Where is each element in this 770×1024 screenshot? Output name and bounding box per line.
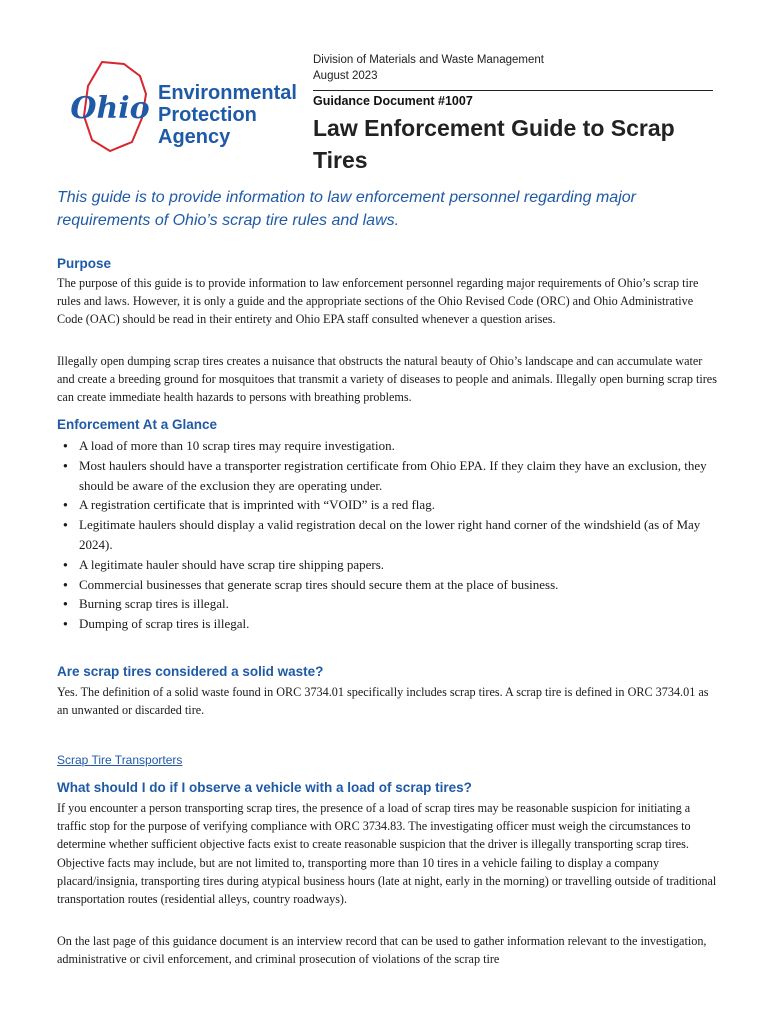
- purpose-paragraph-2: Illegally open dumping scrap tires creates a nuisance that obstructs the natural beauty of Ohio’s landscape and can accumulate water and create a breeding ground for mosquitoes that transmit a variety of diseases to people and animals. Illegally open burning scrap tires can create immediate health hazards to persons with breathing problems.: [57, 354, 717, 405]
- list-item: ● A load of more than 10 scrap tires may require investigation.: [57, 436, 717, 456]
- vehicle-paragraph-1: If you encounter a person transporting scrap tires, the presence of a load of scrap tires may be reasonable suspicion for initiating a traffic stop for the purpose of verifying compliance with ORC 3734.83. The investigating officer must weigh the circumstances to determine whether sufficient objective facts exist to create reasonable suspicion that the driver is illegally transporting scrap tires. Objective facts may include, but are not limited to, transporting more than 10 tires in a vehicle failing to display a company placard/insignia, transporting tires during atypical business hours (late at night, early in the morning) or travelling outside of traditional transportation routes (residential alleys, country roadways).: [57, 801, 717, 907]
- agency-line-3: Agency: [158, 126, 231, 148]
- intro-text: This guide is to provide information to law enforcement personnel regarding major requirements of Ohio’s scrap tire rules and laws.: [57, 189, 636, 229]
- agency-line-1: Environmental: [158, 82, 297, 104]
- enforcement-heading: Enforcement At a Glance: [57, 417, 218, 432]
- purpose-heading: Purpose: [57, 256, 112, 271]
- scrap-tire-transporters-link[interactable]: Scrap Tire Transporters: [57, 753, 183, 767]
- logo-word: Ohio: [70, 91, 150, 126]
- agency-line-2: Protection: [158, 104, 257, 126]
- purpose-paragraph-1: The purpose of this guide is to provide information to law enforcement personnel regarding major requirements of Ohio’s scrap tire rules and laws. However, it is only a guide and the appropriate sections of the Ohio Revised Code (ORC) and Ohio Administrative Code (OAC) should be read in their entirety and Ohio EPA staff consulted whenever a question arises.: [57, 276, 699, 327]
- list-item: ● Most haulers should have a transporter registration certificate from Ohio EPA. If they claim they have an exclusion, they should be aware of the exclusion they are operating under.: [57, 456, 717, 496]
- list-item: ● Commercial businesses that generate scrap tires should secure them at the place of business.: [57, 575, 717, 595]
- ohio-epa-logo: [62, 56, 162, 156]
- vehicle-heading: What should I do if I observe a vehicle with a load of scrap tires?: [57, 780, 472, 795]
- enforcement-list: [57, 436, 717, 634]
- page-title: Law Enforcement Guide to Scrap Tires: [313, 115, 675, 173]
- agency-name: [158, 82, 297, 148]
- vehicle-paragraph-2: On the last page of this guidance document is an interview record that can be used to gather information relevant to the investigation, administrative or civil enforcement, and criminal prosecution of violations of the scrap tire: [57, 934, 707, 967]
- list-item: ● Dumping of scrap tires is illegal.: [57, 614, 717, 634]
- list-item: ● Burning scrap tires is illegal.: [57, 594, 717, 614]
- solid-waste-paragraph: Yes. The definition of a solid waste found in ORC 3734.01 specifically includes scrap tires. A scrap tire is defined in ORC 3734.01 as an unwanted or discarded tire.: [57, 685, 709, 718]
- document-date: August 2023: [313, 70, 378, 82]
- header-meta: [313, 52, 544, 84]
- list-item: ● A legitimate hauler should have scrap tire shipping papers.: [57, 555, 717, 575]
- solid-waste-heading: Are scrap tires considered a solid waste?: [57, 664, 324, 679]
- guidance-document-number: Guidance Document #1007: [313, 90, 713, 108]
- list-item: ● Legitimate haulers should display a valid registration decal on the lower right hand corner of the windshield (as of May 2024).: [57, 515, 717, 555]
- division-name: Division of Materials and Waste Management: [313, 54, 544, 66]
- list-item: ● A registration certificate that is imprinted with “VOID” is a red flag.: [57, 495, 717, 515]
